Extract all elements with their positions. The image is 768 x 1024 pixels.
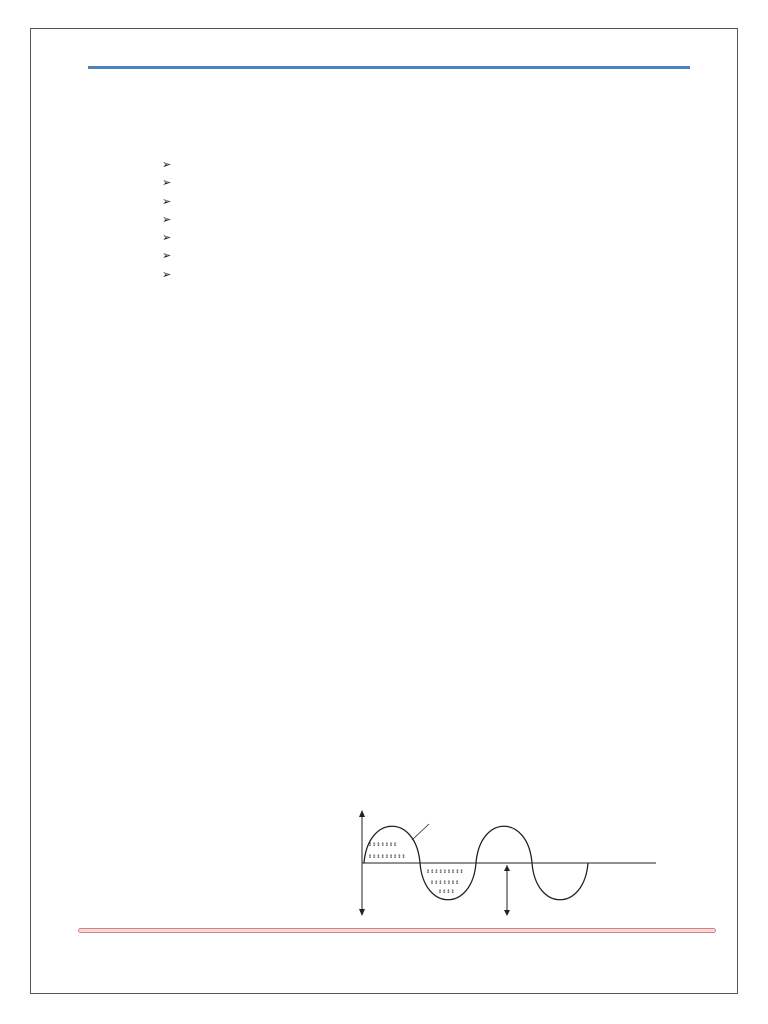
list-item bbox=[162, 193, 186, 211]
list-item bbox=[113, 382, 137, 399]
arrow-bullet-icon: ➢ bbox=[162, 232, 172, 245]
header-rule bbox=[88, 66, 690, 69]
list-item bbox=[113, 365, 137, 382]
svg-text:⇕⇕⇕⇕⇕⇕⇕⇕⇕: ⇕⇕⇕⇕⇕⇕⇕⇕⇕ bbox=[368, 854, 406, 860]
arrow-bullet-icon: ➢ bbox=[162, 268, 172, 281]
arrow-bullet-icon: ➢ bbox=[162, 250, 172, 263]
list-item bbox=[162, 174, 186, 192]
svg-text:⇕⇕⇕⇕⇕⇕⇕: ⇕⇕⇕⇕⇕⇕⇕ bbox=[430, 880, 460, 886]
list-item bbox=[162, 229, 186, 247]
list-item bbox=[162, 211, 186, 229]
arrow-bullet-icon: ➢ bbox=[162, 213, 172, 226]
list-item bbox=[113, 712, 137, 729]
displacement-marker bbox=[504, 865, 510, 916]
arrow-bullet-icon: ➢ bbox=[162, 195, 172, 208]
footer-rule bbox=[78, 928, 716, 933]
transverse-wave-diagram bbox=[354, 806, 686, 918]
particles-pointer bbox=[412, 824, 429, 840]
svg-text:⇕⇕⇕⇕⇕⇕⇕⇕⇕: ⇕⇕⇕⇕⇕⇕⇕⇕⇕ bbox=[426, 869, 464, 875]
arrow-bullet-icon: ➢ bbox=[162, 159, 172, 171]
list-item bbox=[113, 695, 137, 712]
list-item bbox=[162, 156, 186, 174]
particle-arrows-upper bbox=[368, 842, 406, 860]
particle-arrows-lower bbox=[426, 869, 464, 895]
arrow-bullet-icon: ➢ bbox=[162, 177, 172, 190]
footer bbox=[91, 945, 121, 959]
svg-text:⇕⇕⇕⇕⇕⇕⇕: ⇕⇕⇕⇕⇕⇕⇕ bbox=[368, 842, 398, 848]
list-item bbox=[162, 266, 186, 284]
svg-text:⇕⇕⇕⇕: ⇕⇕⇕⇕ bbox=[438, 889, 455, 895]
topic-hints-list bbox=[162, 156, 186, 284]
list-item bbox=[162, 247, 186, 265]
